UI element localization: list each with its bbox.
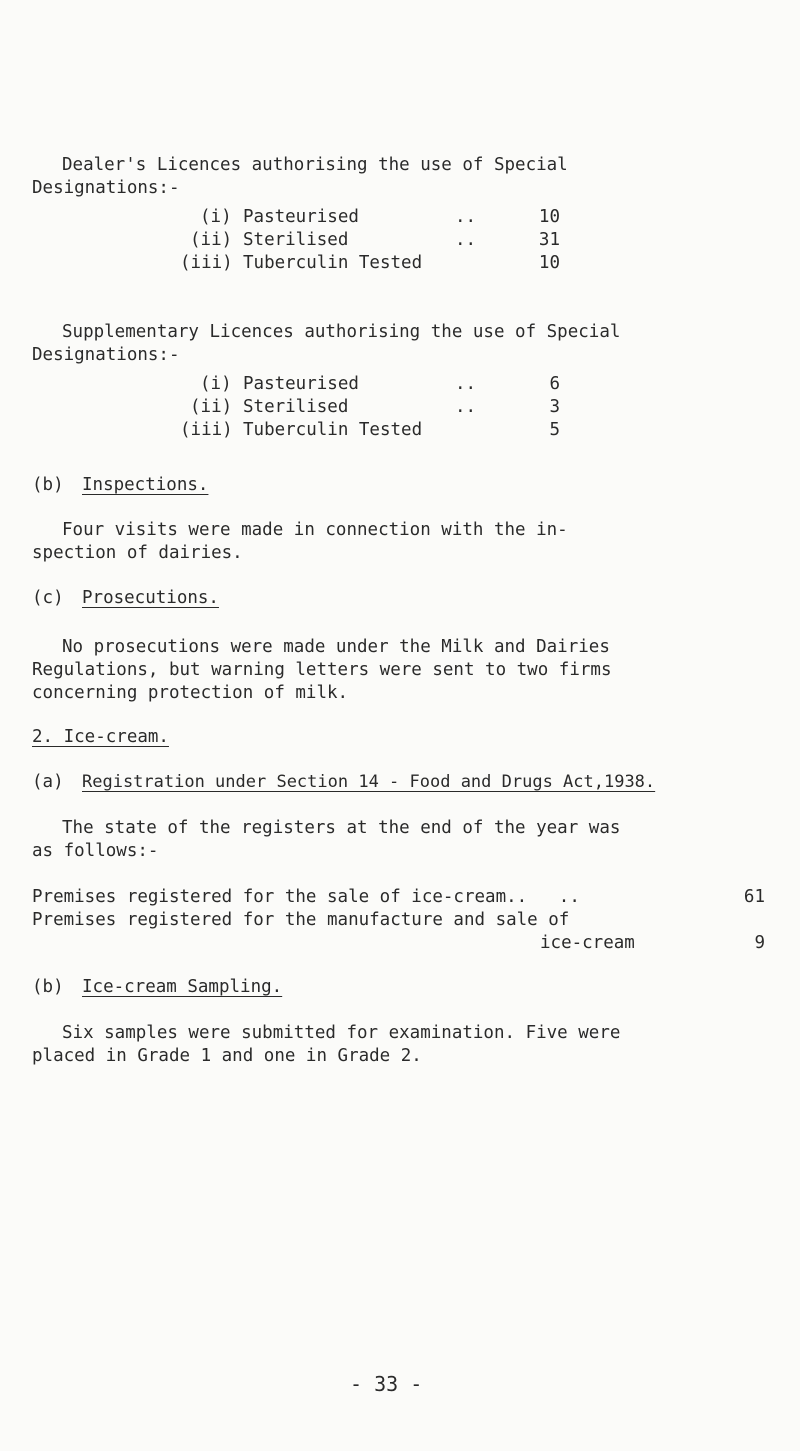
supplementary-item-value-2: 3 bbox=[549, 397, 560, 417]
dealers-item-label-1: Pasteurised bbox=[243, 207, 359, 227]
prosecutions-text-line1: No prosecutions were made under the Milk and Dairies bbox=[62, 637, 610, 657]
sampling-label: (b) bbox=[32, 977, 64, 997]
prosecutions-title: Prosecutions. bbox=[82, 588, 219, 608]
supplementary-item-value-3: 5 bbox=[549, 420, 560, 440]
supplementary-item-value-1: 6 bbox=[549, 374, 560, 394]
registration-row1-value: 61 bbox=[743, 887, 765, 907]
dealers-item-label-3: Tuberculin Tested bbox=[243, 253, 423, 273]
prosecutions-text-line3: concerning protection of milk. bbox=[32, 683, 349, 703]
supplementary-item-dots-1: .. bbox=[455, 374, 477, 394]
page-number: - 33 - bbox=[350, 1372, 423, 1396]
dealers-heading-line2: Designations:- bbox=[32, 178, 180, 198]
registration-title: Registration under Section 14 - Food and Drugs Act,1938. bbox=[82, 772, 656, 792]
supplementary-heading-line1: Supplementary Licences authorising the use of Special bbox=[62, 322, 621, 342]
registration-text-line2: as follows:- bbox=[32, 841, 159, 861]
inspections-title: Inspections. bbox=[82, 475, 209, 495]
registration-row2-text: Premises registered for the manufacture and sale of bbox=[32, 910, 570, 930]
supplementary-item-num-2: (ii) bbox=[190, 397, 233, 417]
supplementary-item-num-1: (i) bbox=[200, 374, 232, 394]
dealers-item-num-3: (iii) bbox=[180, 253, 233, 273]
supplementary-item-dots-2: .. bbox=[455, 397, 477, 417]
supplementary-item-num-3: (iii) bbox=[180, 420, 233, 440]
registration-row1-text: Premises registered for the sale of ice-cream.. .. bbox=[32, 887, 580, 907]
registration-label: (a) bbox=[32, 772, 64, 792]
sampling-text-line2: placed in Grade 1 and one in Grade 2. bbox=[32, 1046, 422, 1066]
sampling-text-line1: Six samples were submitted for examination. Five were bbox=[62, 1023, 621, 1043]
dealers-item-label-2: Sterilised bbox=[243, 230, 349, 250]
registration-row2-value: 9 bbox=[754, 933, 765, 953]
supplementary-item-label-3: Tuberculin Tested bbox=[243, 420, 423, 440]
inspections-label: (b) bbox=[32, 475, 64, 495]
dealers-item-num-2: (ii) bbox=[190, 230, 233, 250]
dealers-item-value-1: 10 bbox=[538, 207, 560, 227]
sampling-title: Ice-cream Sampling. bbox=[82, 977, 283, 997]
registration-text-line1: The state of the registers at the end of the year was bbox=[62, 818, 621, 838]
supplementary-heading-line2: Designations:- bbox=[32, 345, 180, 365]
registration-row2-continuation: ice-cream bbox=[540, 933, 635, 953]
dealers-item-value-2: 31 bbox=[538, 230, 560, 250]
supplementary-item-label-1: Pasteurised bbox=[243, 374, 359, 394]
dealers-heading-line1: Dealer's Licences authorising the use of Special bbox=[62, 155, 568, 175]
dealers-item-dots-2: .. bbox=[455, 230, 477, 250]
prosecutions-text-line2: Regulations, but warning letters were sent to two firms bbox=[32, 660, 612, 680]
dealers-item-value-3: 10 bbox=[538, 253, 560, 273]
inspections-text-line1: Four visits were made in connection with the in- bbox=[62, 520, 568, 540]
icecream-section-heading: 2. Ice-cream. bbox=[32, 727, 169, 747]
dealers-item-dots-1: .. bbox=[455, 207, 477, 227]
prosecutions-label: (c) bbox=[32, 588, 64, 608]
dealers-item-num-1: (i) bbox=[200, 207, 232, 227]
supplementary-item-label-2: Sterilised bbox=[243, 397, 349, 417]
inspections-text-line2: spection of dairies. bbox=[32, 543, 243, 563]
